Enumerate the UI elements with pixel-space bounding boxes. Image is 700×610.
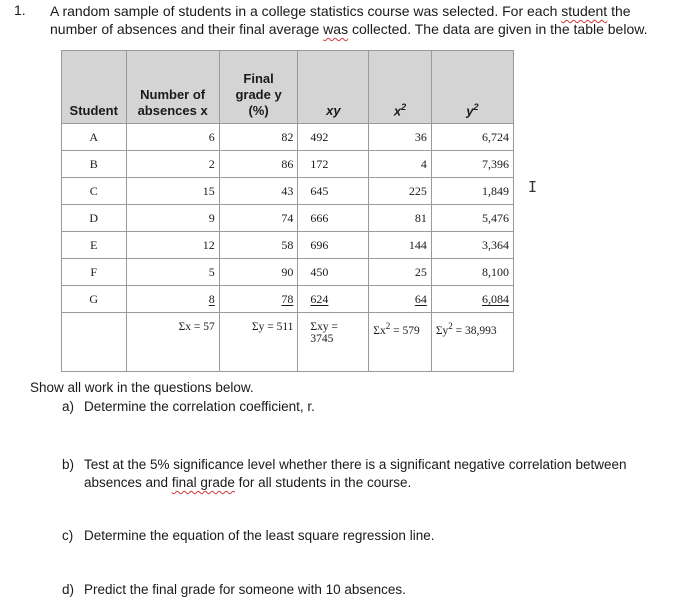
- cell-final-grade: [219, 259, 298, 286]
- table-row: [62, 205, 514, 232]
- data-table: [61, 50, 514, 372]
- cell-student-value: D: [89, 210, 99, 225]
- cell-absences: [126, 151, 219, 178]
- cell-absences-value: 15: [202, 183, 215, 198]
- cell-xy-value: 666: [310, 210, 329, 225]
- header-y2-base: y: [466, 103, 474, 118]
- cell-y-squared: [431, 205, 513, 232]
- sum-x: Σx = 57: [178, 321, 215, 333]
- cell-final-grade-value: 74: [281, 210, 294, 225]
- header-xy: xy: [298, 51, 369, 124]
- cell-student-value: E: [90, 237, 98, 252]
- header-absences-line1: Number of: [140, 87, 206, 102]
- cell-x-squared-value: 144: [408, 237, 427, 252]
- cell-x-squared: [369, 286, 432, 313]
- cell-final-grade-value: 43: [281, 183, 294, 198]
- cell-sum-x: [126, 313, 219, 372]
- cell-student-value: F: [90, 264, 98, 279]
- cell-student: [62, 259, 127, 286]
- question-number: 1.: [14, 2, 26, 18]
- part-c: [62, 528, 434, 543]
- cell-x-squared-value: 64: [414, 291, 427, 306]
- table-row: [62, 178, 514, 205]
- header-x2-exponent: 2: [401, 101, 407, 112]
- part-b-line1: Test at the 5% significance level whether there is a significant negative correlation between: [84, 457, 627, 472]
- header-absences-line2: absences x: [137, 103, 208, 118]
- cell-y-squared-value: 6,724: [482, 129, 509, 144]
- table-row: [62, 232, 514, 259]
- cell-final-grade-value: 90: [281, 264, 294, 279]
- part-d: [62, 582, 406, 597]
- header-y-squared: [431, 51, 513, 124]
- cell-xy: [298, 151, 369, 178]
- table-row: [62, 286, 514, 313]
- cell-final-grade: [219, 232, 298, 259]
- cell-y-squared-value: 5,476: [482, 210, 509, 225]
- table-row: [62, 151, 514, 178]
- table-row: [62, 259, 514, 286]
- part-a: [62, 399, 315, 414]
- cell-xy: [298, 286, 369, 313]
- cell-absences: [126, 205, 219, 232]
- part-b-letter: b): [62, 457, 75, 472]
- cell-y-squared-value: 6,084: [482, 291, 509, 306]
- cell-x-squared-value: 225: [408, 183, 427, 198]
- spellcheck-underlined-phrase: final grade: [171, 475, 235, 490]
- header-final-grade: [219, 51, 298, 124]
- cell-x-squared: [369, 151, 432, 178]
- cell-absences: [126, 259, 219, 286]
- header-grade-line1: Final: [243, 71, 274, 86]
- cell-absences: [126, 178, 219, 205]
- part-b: [62, 456, 682, 492]
- header-grade-line2: grade y: [235, 87, 282, 102]
- cell-xy: [298, 124, 369, 151]
- cell-final-grade-value: 82: [281, 129, 294, 144]
- header-y2-exponent: 2: [473, 101, 479, 112]
- cell-sum-y2: [431, 313, 513, 372]
- sum-xy-label: Σxy =: [310, 321, 338, 333]
- cell-final-grade: [219, 151, 298, 178]
- cell-y-squared-value: 1,849: [482, 183, 509, 198]
- cell-y-squared: [431, 124, 513, 151]
- table-header-row: [62, 51, 514, 124]
- cell-student: [62, 151, 127, 178]
- header-student: Student: [62, 51, 127, 124]
- sum-x2-base: Σx: [373, 324, 386, 337]
- cell-xy-value: 172: [310, 156, 329, 171]
- part-b-line2-text: absences and: [84, 475, 172, 490]
- cell-final-grade: [219, 124, 298, 151]
- cell-xy-value: 624: [310, 291, 329, 306]
- cell-x-squared: [369, 178, 432, 205]
- cell-xy-value: 450: [310, 264, 329, 279]
- spellcheck-underlined-word: was: [323, 21, 349, 37]
- intro-line2-text: number of absences and their final average: [50, 21, 324, 37]
- cell-x-squared: [369, 232, 432, 259]
- sum-y2-value: = 38,993: [452, 324, 497, 337]
- cell-absences-value: 6: [208, 129, 215, 144]
- cell-y-squared: [431, 232, 513, 259]
- header-x2-base: x: [393, 103, 402, 118]
- part-a-letter: a): [62, 399, 75, 414]
- cell-xy: [298, 232, 369, 259]
- part-c-text: Determine the equation of the least square regression line.: [84, 528, 435, 543]
- cell-student: [62, 178, 127, 205]
- cell-y-squared: [431, 259, 513, 286]
- cell-absences: [126, 286, 219, 313]
- cell-y-squared: [431, 151, 513, 178]
- cell-xy-value: 696: [310, 237, 329, 252]
- cell-student: [62, 286, 127, 313]
- cell-student: [62, 232, 127, 259]
- cell-y-squared-value: 3,364: [482, 237, 509, 252]
- cell-xy: [298, 178, 369, 205]
- part-b-line2: [62, 474, 682, 492]
- cell-student-value: B: [89, 156, 98, 171]
- intro-line1-end: the: [607, 3, 631, 19]
- header-x-squared: [369, 51, 432, 124]
- cell-y-squared: [431, 286, 513, 313]
- part-d-text: Predict the final grade for someone with 10 absences.: [84, 582, 406, 597]
- cell-student-value: C: [89, 183, 98, 198]
- cell-student-value: A: [89, 129, 99, 144]
- question-intro: [50, 2, 680, 38]
- cell-absences-value: 2: [208, 156, 215, 171]
- cell-x-squared: [369, 124, 432, 151]
- cell-student: [62, 313, 127, 372]
- cell-student: [62, 205, 127, 232]
- part-a-text: Determine the correlation coefficient, r.: [84, 399, 315, 414]
- sum-xy-value: 3745: [310, 333, 334, 345]
- cell-absences: [126, 124, 219, 151]
- cell-sum-y: [219, 313, 298, 372]
- cell-x-squared-value: 36: [414, 129, 427, 144]
- part-d-letter: d): [62, 582, 75, 597]
- sum-y2-base: Σy: [435, 324, 449, 337]
- cell-x-squared-value: 4: [420, 156, 427, 171]
- text-cursor-icon: I: [528, 178, 538, 196]
- cell-absences-value: 5: [208, 264, 215, 279]
- part-c-letter: c): [62, 528, 74, 543]
- cell-final-grade-value: 78: [281, 291, 294, 306]
- cell-xy-value: 645: [310, 183, 329, 198]
- instructions: Show all work in the questions below.: [30, 380, 254, 395]
- cell-x-squared-value: 81: [414, 210, 427, 225]
- header-grade-line3: (%): [248, 103, 269, 118]
- cell-sum-xy: [298, 313, 369, 372]
- cell-x-squared: [369, 259, 432, 286]
- sum-y: Σy = 511: [251, 321, 294, 333]
- spellcheck-underlined-word: student: [561, 3, 608, 19]
- cell-absences-value: 9: [208, 210, 215, 225]
- cell-final-grade-value: 58: [281, 237, 294, 252]
- cell-final-grade: [219, 205, 298, 232]
- cell-y-squared-value: 7,396: [482, 156, 509, 171]
- cell-x-squared: [369, 205, 432, 232]
- cell-absences: [126, 232, 219, 259]
- cell-xy: [298, 259, 369, 286]
- cell-absences-value: 12: [202, 237, 215, 252]
- cell-sum-x2: [369, 313, 432, 372]
- part-b-line2-end: for all students in the course.: [234, 475, 412, 490]
- cell-final-grade: [219, 178, 298, 205]
- sum-x2-exponent: 2: [385, 321, 391, 331]
- cell-final-grade: [219, 286, 298, 313]
- sum-x2-value: = 579: [390, 324, 420, 337]
- header-absences: [126, 51, 219, 124]
- cell-xy-value: 492: [310, 129, 329, 144]
- table-row: [62, 124, 514, 151]
- cell-absences-value: 8: [208, 291, 215, 306]
- cell-student: [62, 124, 127, 151]
- sums-row: [62, 313, 514, 372]
- intro-line2-end: collected. The data are given in the table below.: [348, 21, 648, 37]
- cell-xy: [298, 205, 369, 232]
- cell-y-squared-value: 8,100: [482, 264, 509, 279]
- sum-y2-exponent: 2: [448, 321, 453, 331]
- cell-final-grade-value: 86: [281, 156, 294, 171]
- intro-line1-text: A random sample of students in a college statistics course was selected. For each: [50, 3, 562, 19]
- cell-y-squared: [431, 178, 513, 205]
- cell-student-value: G: [89, 291, 99, 306]
- intro-line2: [50, 20, 680, 38]
- cell-x-squared-value: 25: [414, 264, 427, 279]
